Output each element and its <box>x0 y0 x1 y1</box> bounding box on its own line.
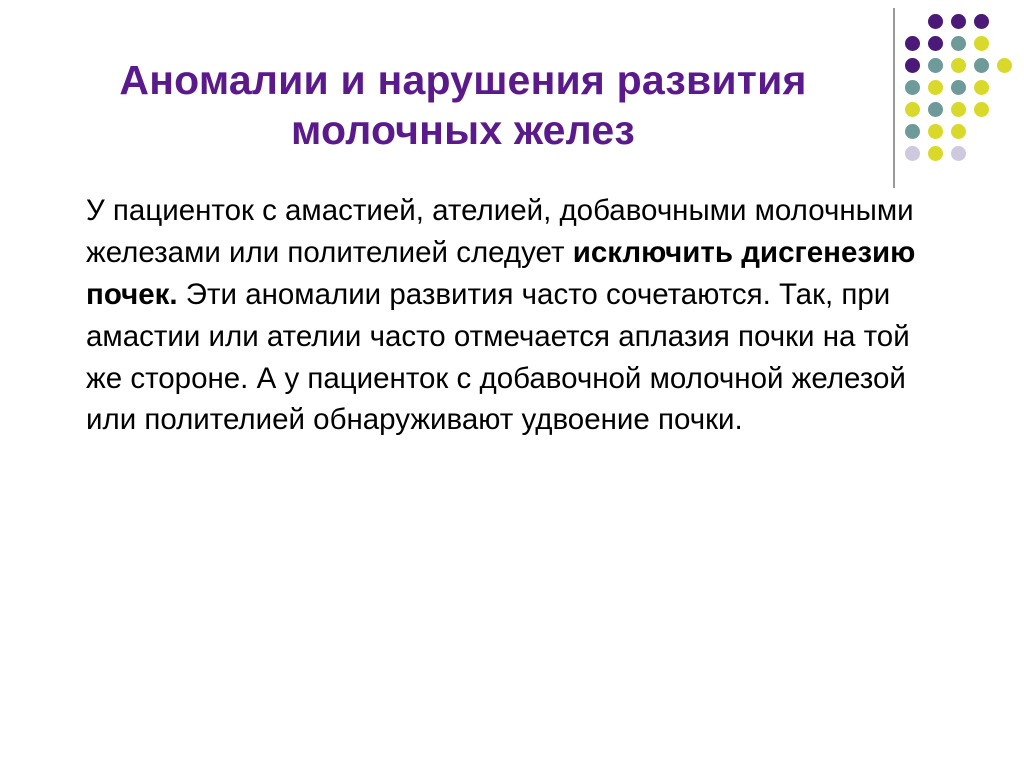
decorative-dot <box>974 80 989 95</box>
decorative-dot <box>905 36 920 51</box>
body-emphasis: исключить дисгенезию почек. <box>86 235 916 311</box>
decorative-dot <box>951 58 966 73</box>
decorative-dot <box>974 36 989 51</box>
decorative-dot <box>974 102 989 117</box>
page-title: Аномалии и нарушения развития молочных желез <box>119 57 807 154</box>
decorative-dot <box>905 146 920 161</box>
decorative-dot <box>951 36 966 51</box>
decorative-dot <box>951 124 966 139</box>
decorative-dot <box>951 146 966 161</box>
decorative-dot <box>905 124 920 139</box>
decorative-dot <box>974 14 989 29</box>
decorative-dot <box>928 102 943 117</box>
decorative-dot <box>951 14 966 29</box>
decorative-dot <box>928 124 943 139</box>
body-part-2: Эти аномалии развития часто сочетаются. Так, при амастии или ателии часто отмечается аплазия почки на той же стороне. А у пациенток с добавочной молочной железой или полителией обнаруживают удвоение почки. <box>86 277 910 437</box>
decorative-dot <box>951 102 966 117</box>
slide-body-text <box>86 190 936 441</box>
decorative-dot <box>905 58 920 73</box>
decorative-dot <box>905 102 920 117</box>
decorative-dot <box>928 146 943 161</box>
dot-matrix-decoration <box>905 14 1017 164</box>
decorative-dot <box>928 80 943 95</box>
decorative-dot <box>974 58 989 73</box>
decorative-dot <box>951 80 966 95</box>
body-part-1: У пациенток с амастией, ателией, добавочными молочными железами или полителией следует <box>86 194 914 269</box>
decorative-dot <box>997 58 1012 73</box>
decorative-dot <box>905 80 920 95</box>
decorative-dot <box>928 58 943 73</box>
decorative-dot <box>928 36 943 51</box>
decorative-dot <box>928 14 943 29</box>
vertical-divider <box>893 8 895 188</box>
